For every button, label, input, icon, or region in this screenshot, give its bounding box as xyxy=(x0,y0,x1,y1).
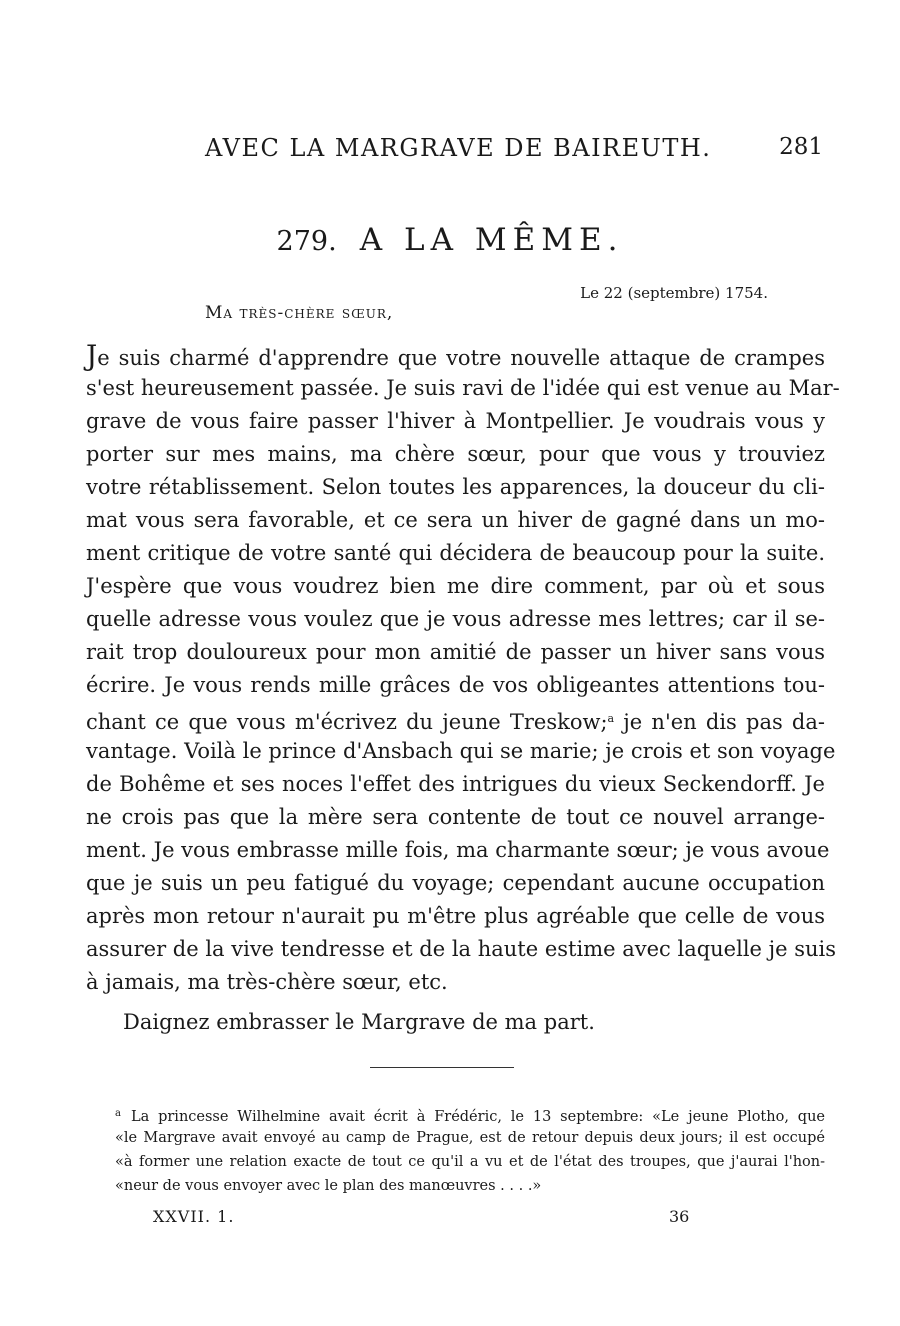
postscript: Daignez embrasser le Margrave de ma part. xyxy=(123,1010,595,1034)
dateline: Le 22 (septembre) 1754. xyxy=(580,284,768,302)
running-title: AVEC LA MARGRAVE DE BAIREUTH. xyxy=(205,134,712,162)
drop-cap: J xyxy=(86,339,98,372)
body-line: ne crois pas que la mère sera contente de tout ce nouvel arrange- xyxy=(86,805,825,829)
sheet-number: 36 xyxy=(669,1207,690,1226)
body-line: à jamais, ma très-chère sœur, etc. xyxy=(86,970,448,994)
running-head xyxy=(205,134,825,166)
body-line: J'espère que vous voudrez bien me dire comment, par où et sous xyxy=(86,574,825,598)
body-line: chant ce que vous m'écrivez du jeune Treskow;$^a$ je n'en dis pas da- xyxy=(86,710,825,734)
footnote-marker: a xyxy=(115,1108,121,1119)
body-line: s'est heureusement passée. Je suis ravi de l'idée qui est venue au Mar- xyxy=(86,376,840,400)
body-line: écrire. Je vous rends mille grâces de vos obligeantes attentions tou- xyxy=(86,673,825,697)
body-line: porter sur mes mains, ma chère sœur, pour que vous y trouviez xyxy=(86,442,825,466)
letter-title: A LA MÊME. xyxy=(359,222,624,258)
footnote-divider xyxy=(370,1067,514,1068)
body-line: de Bohême et ses noces l'effet des intrigues du vieux Seckendorff. Je xyxy=(86,772,825,796)
footnote-line: «à former une relation exacte de tout ce qu'il a vu et de l'état des troupes, que j'aurai l'hon- xyxy=(115,1154,825,1170)
letter-number: 279. xyxy=(276,226,337,257)
body-line: mat vous sera favorable, et ce sera un hiver de gagné dans un mo- xyxy=(86,508,825,532)
footnote-line: «le Margrave avait envoyé au camp de Prague, est de retour depuis deux jours; il est occupé xyxy=(115,1130,825,1146)
body-line: assurer de la vive tendresse et de la haute estime avec laquelle je suis xyxy=(86,937,837,961)
body-line: ment critique de votre santé qui décidera de beaucoup pour la suite. xyxy=(86,541,825,565)
salutation: Ma très-chère sœur, xyxy=(205,303,394,323)
body-line: après mon retour n'aurait pu m'être plus agréable que celle de vous xyxy=(86,904,825,928)
body-line: quelle adresse vous voulez que je vous adresse mes lettres; car il se- xyxy=(86,607,825,631)
body-line: Je suis charmé d'apprendre que votre nouvelle attaque de crampes xyxy=(86,339,825,372)
letter-body xyxy=(86,339,840,999)
body-line: votre rétablissement. Selon toutes les apparences, la douceur du cli- xyxy=(86,475,825,499)
letter-heading xyxy=(0,222,900,258)
footnote-line: $^a$ La princesse Wilhelmine avait écrit à Frédéric, le 13 septembre: «Le jeune Plotho, que xyxy=(115,1108,825,1125)
page-number: 281 xyxy=(779,134,823,160)
body-line: rait trop douloureux pour mon amitié de passer un hiver sans vous xyxy=(86,640,825,664)
volume-signature: XXVII. 1. xyxy=(153,1207,235,1226)
body-line: vantage. Voilà le prince d'Ansbach qui se marie; je crois et son voyage xyxy=(86,739,836,763)
footnote-reference[interactable]: a xyxy=(607,712,615,725)
body-line: ment. Je vous embrasse mille fois, ma charmante sœur; je vous avoue xyxy=(86,838,830,862)
body-line: que je suis un peu fatigué du voyage; cependant aucune occupation xyxy=(86,871,825,895)
footnote-line: «neur de vous envoyer avec le plan des manœuvres . . . .» xyxy=(115,1178,542,1194)
footnote xyxy=(115,1102,825,1198)
body-line: grave de vous faire passer l'hiver à Montpellier. Je voudrais vous y xyxy=(86,409,825,433)
